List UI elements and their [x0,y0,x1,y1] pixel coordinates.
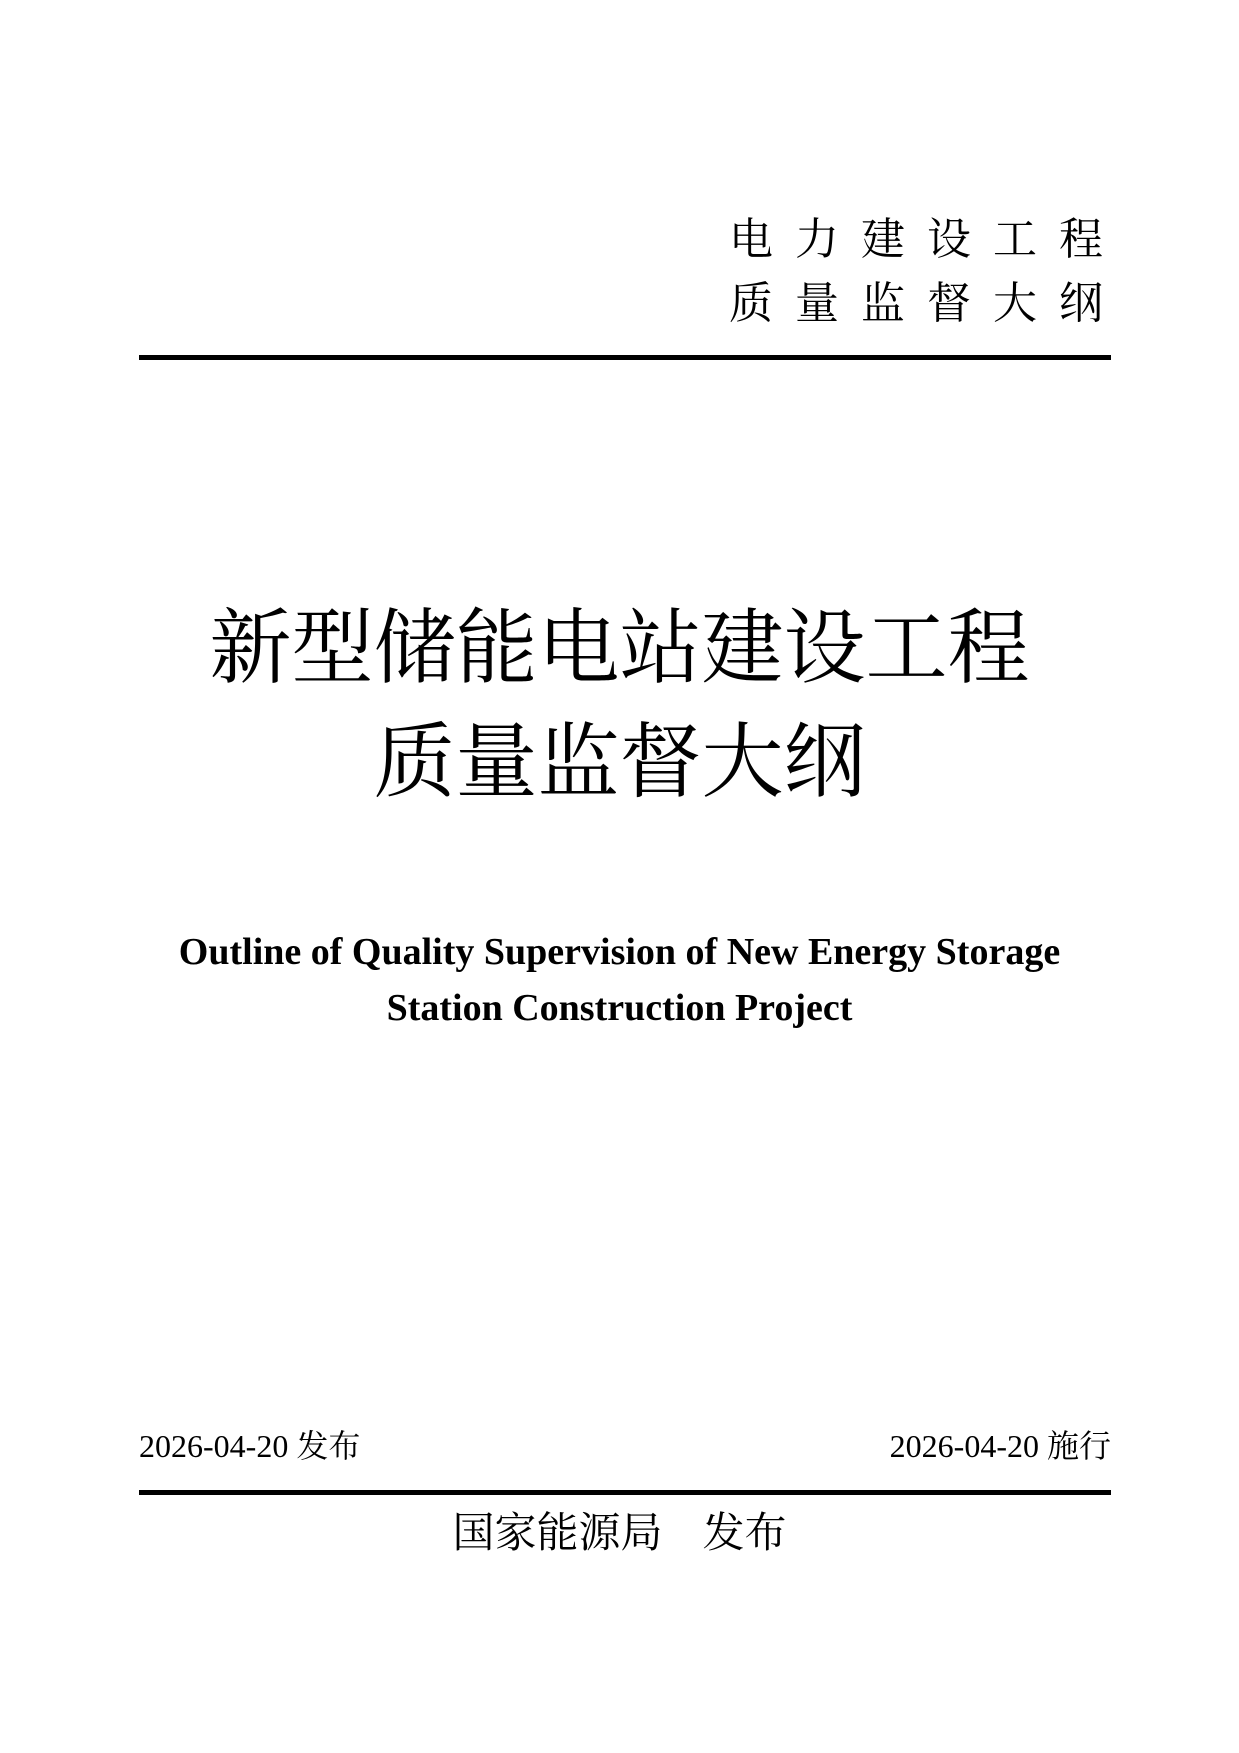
effective-date: 2026-04-20 施行 [889,1428,1111,1464]
series-title [729,208,1125,336]
series-title-line-2: 质量监督大纲 [729,278,1125,329]
issuing-authority: 国家能源局 发布 [452,1508,787,1557]
bottom-divider [139,1490,1111,1495]
main-title-line-1: 新型储能电站建设工程 [209,601,1030,696]
main-title-english [0,924,1239,1036]
release-date: 2026-04-20 发布 [139,1428,361,1464]
series-title-line-1: 电力建设工程 [729,214,1125,265]
english-title-line-1: Outline of Quality Supervision of New Energy Storage [178,931,1061,973]
main-title-chinese [0,592,1239,820]
top-divider [139,355,1111,360]
english-title-line-2: Station Construction Project [386,987,853,1029]
main-title-line-2: 质量监督大纲 [373,715,866,810]
